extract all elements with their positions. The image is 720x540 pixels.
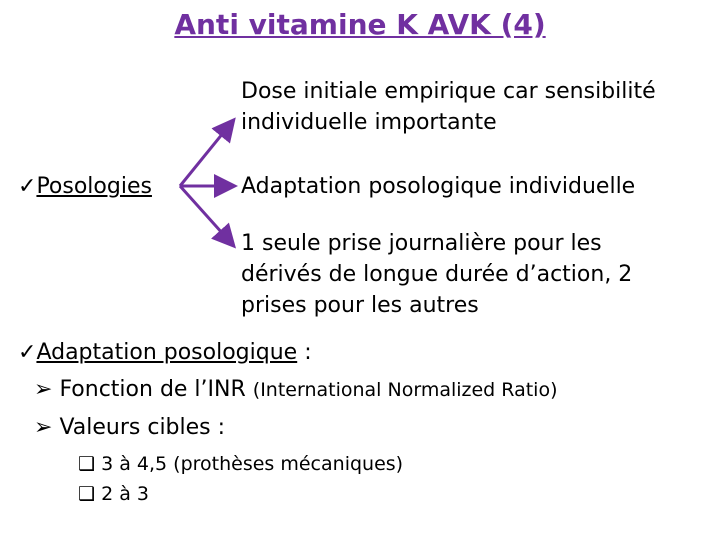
- target-item: [78, 479, 403, 509]
- branch-line: prises pour les autres: [241, 293, 479, 318]
- arrow-to-dose-initiale: [180, 122, 232, 186]
- arrow-to-une-prise: [180, 186, 232, 244]
- branch-une-prise: [241, 228, 632, 321]
- adaptation-label: Adaptation posologique: [36, 340, 298, 365]
- square-bullet-icon: ❑: [78, 483, 96, 505]
- valeurs-cibles-item: [34, 412, 225, 443]
- square-bullet-icon: ❑: [78, 453, 96, 475]
- inr-item: [34, 374, 557, 406]
- branch-line: Adaptation posologique individuelle: [241, 174, 636, 199]
- branch-line: individuelle importante: [241, 110, 497, 135]
- branch-line: dérivés de longue durée d’action, 2: [241, 262, 633, 287]
- arrow-bullet-icon: ➢: [34, 415, 53, 440]
- arrow-bullet-icon: ➢: [34, 377, 53, 402]
- check-icon: ✓: [18, 340, 37, 365]
- slide-title: Anti vitamine K AVK (4): [174, 8, 546, 41]
- check-icon: ✓: [18, 174, 37, 199]
- branch-adaptation-individuelle: [241, 171, 635, 202]
- valeurs-cibles-text: Valeurs cibles :: [59, 415, 226, 440]
- branch-line: Dose initiale empirique car sensibilité: [241, 79, 656, 104]
- adaptation-colon: :: [297, 340, 312, 365]
- targets-list: [78, 449, 403, 509]
- inr-note: (International Normalized Ratio): [252, 379, 558, 401]
- target-item: [78, 449, 403, 479]
- adaptation-item: [18, 337, 312, 368]
- inr-text: Fonction de l’INR: [59, 377, 246, 402]
- target-text: 3 à 4,5 (prothèses mécaniques): [101, 453, 404, 475]
- branch-line: 1 seule prise journalière pour les: [241, 231, 602, 256]
- target-text: 2 à 3: [101, 483, 149, 505]
- branch-dose-initiale: [241, 76, 656, 138]
- posologies-label: Posologies: [36, 174, 152, 199]
